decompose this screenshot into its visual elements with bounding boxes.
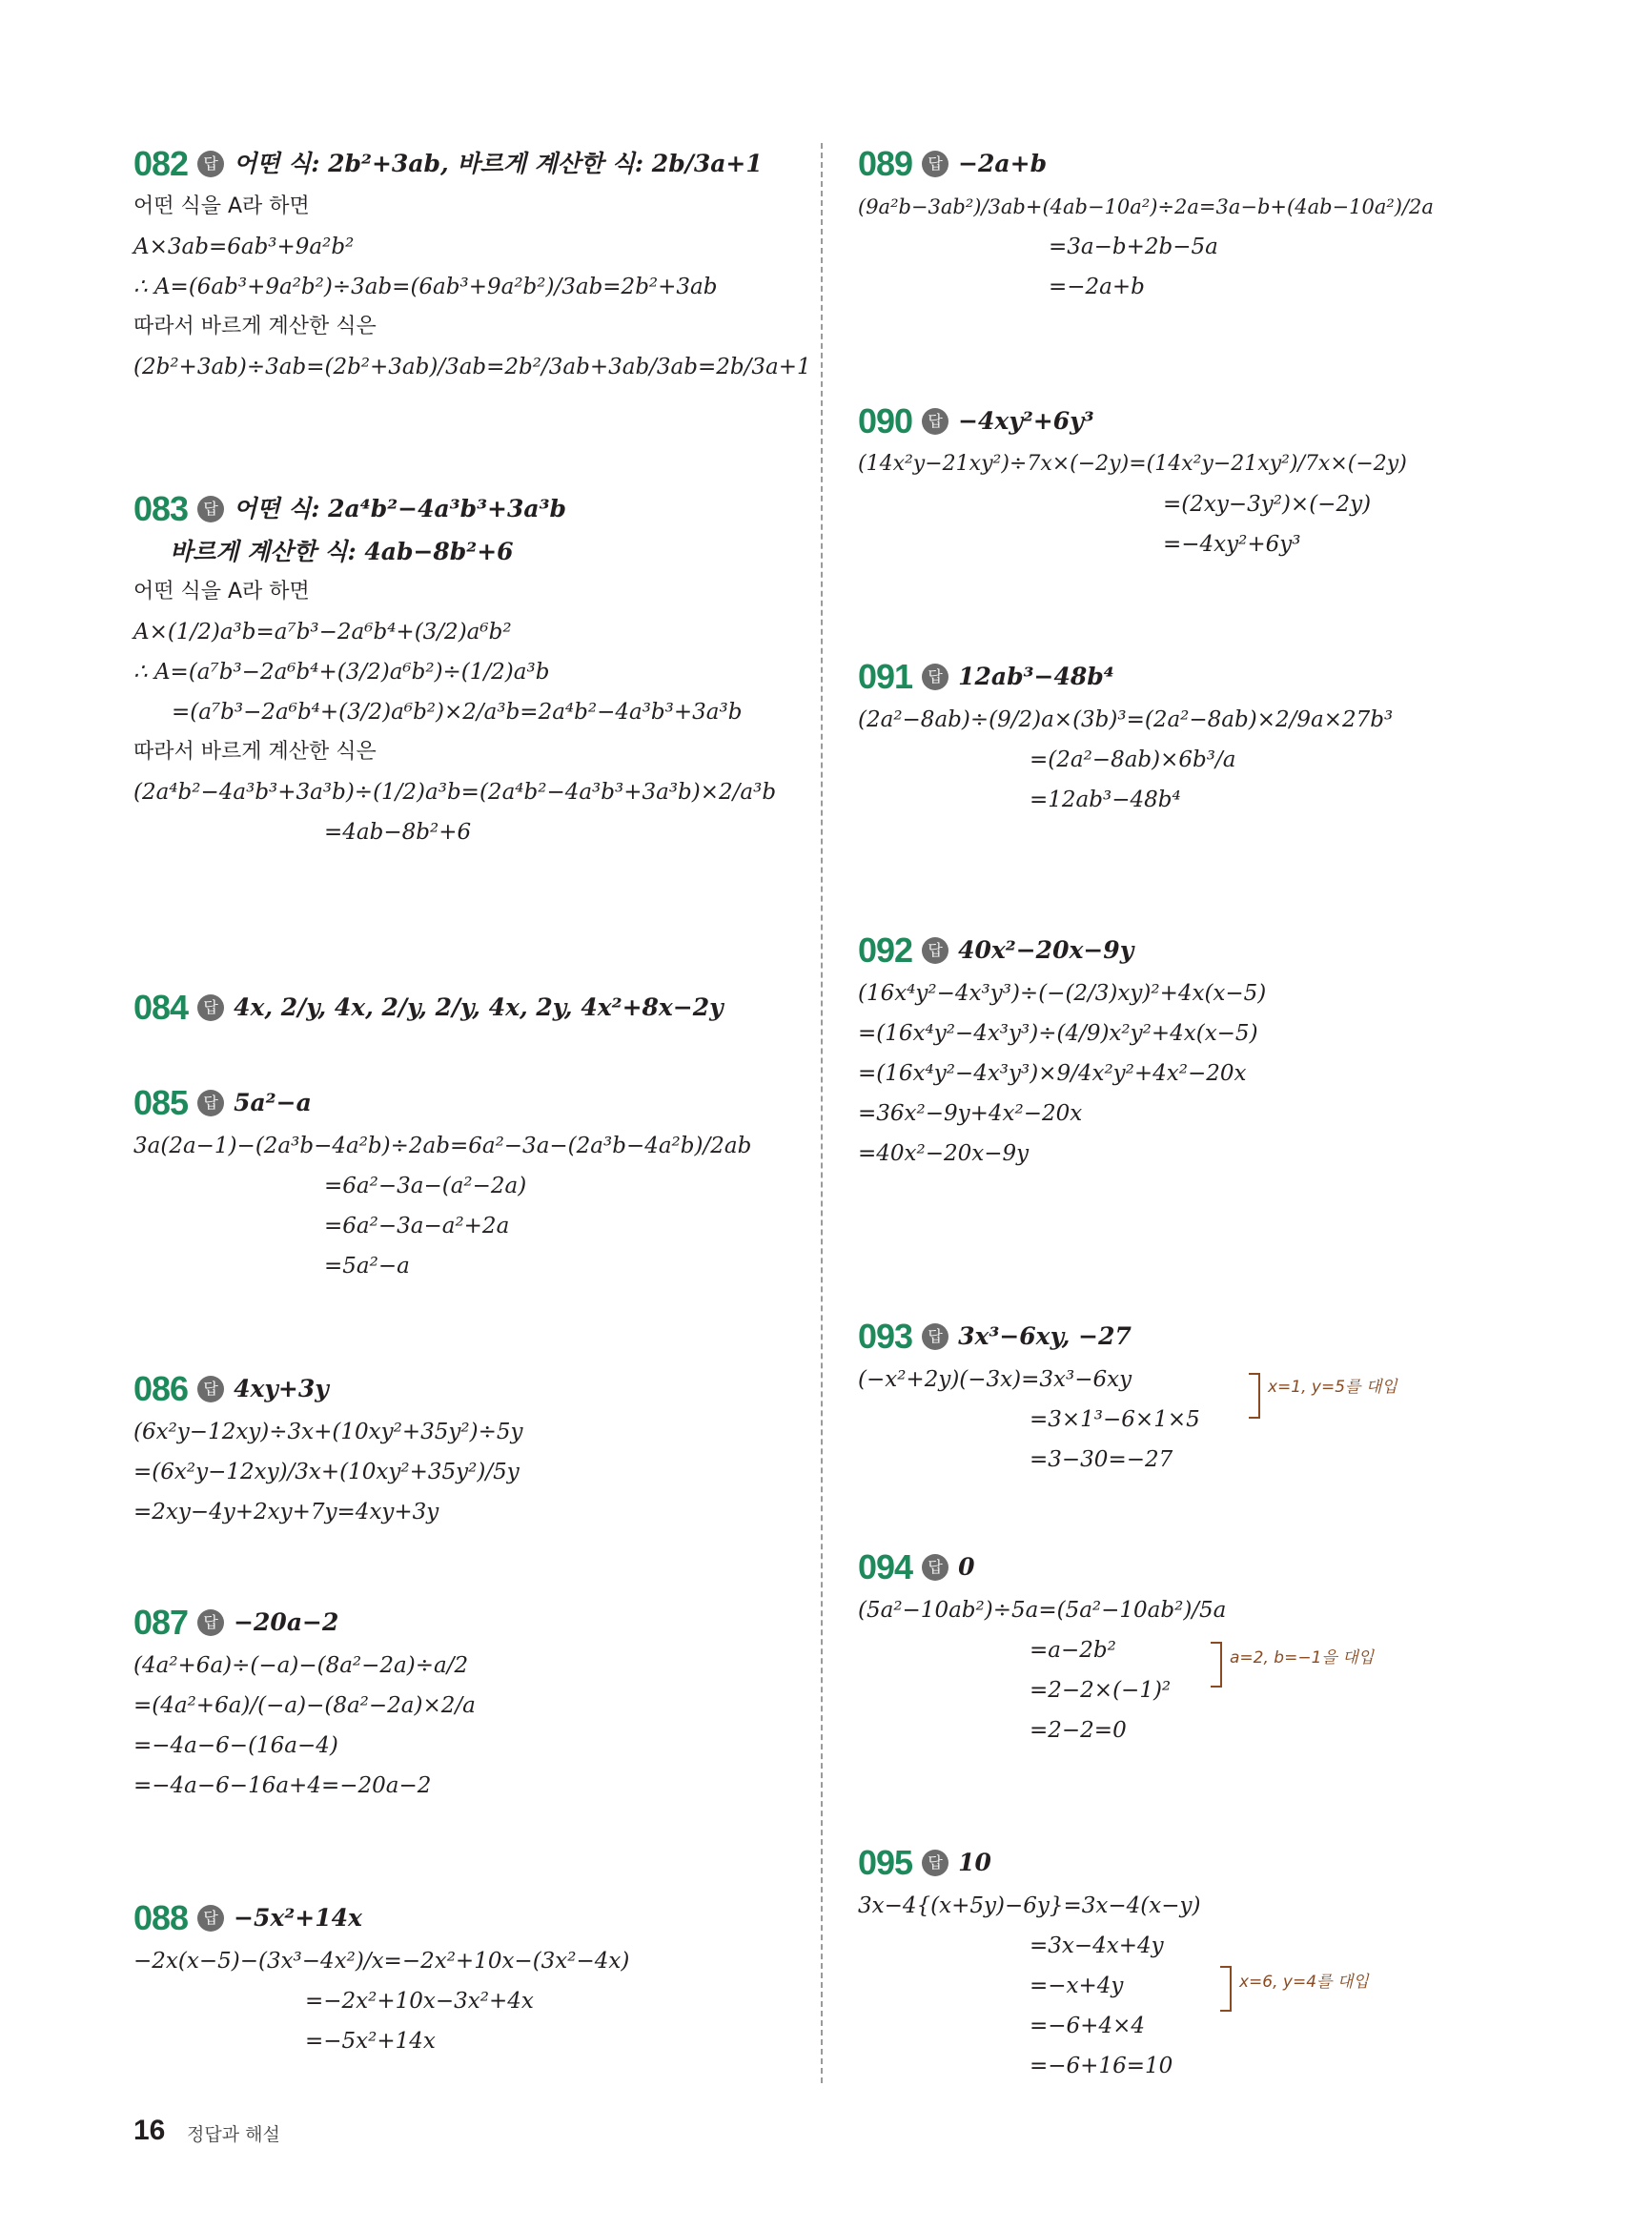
- substitution-bracket: [1249, 1373, 1260, 1419]
- answer-badge: 답: [922, 151, 948, 177]
- problem-number: 093: [858, 1317, 913, 1356]
- solution-line: =12ab³−48b⁴: [1030, 788, 1181, 812]
- solution-line: (2a²−8ab)÷(9/2)a×(3b)³=(2a²−8ab)×2/9a×27b³: [858, 707, 1394, 732]
- solution-line: (14x²y−21xy²)÷7x×(−2y)=(14x²y−21xy²)/7x×(−2y): [858, 452, 1407, 476]
- solution-line: ∴ A=(a⁷b³−2a⁶b⁴+(3/2)a⁶b²)÷(1/2)a³b: [133, 660, 550, 685]
- substitution-bracket: [1220, 1966, 1232, 2012]
- solution-line: =36x²−9y+4x²−20x: [858, 1101, 1083, 1126]
- problem-086: [133, 1368, 801, 1532]
- problem-084: [133, 987, 801, 1031]
- answer-badge: 답: [922, 1554, 948, 1581]
- problem-092: [858, 930, 1525, 1174]
- solution-line: =6a²−3a−a²+2a: [324, 1214, 510, 1238]
- answer-text: 40x²−20x−9y: [958, 936, 1134, 964]
- answer-text: −20a−2: [234, 1608, 339, 1636]
- solution-line: =3a−b+2b−5a: [1049, 235, 1218, 259]
- solution-line: =3−30=−27: [1030, 1447, 1173, 1472]
- answer-badge: 답: [197, 496, 224, 522]
- solution-line: ∴ A=(6ab³+9a²b²)÷3ab=(6ab³+9a²b²)/3ab=2b²+3ab: [133, 275, 718, 299]
- problem-number: 088: [133, 1898, 189, 1937]
- page-footer-label: 정답과 해설: [187, 2124, 280, 2145]
- solution-line: −2x(x−5)−(3x³−4x²)/x=−2x²+10x−(3x²−4x): [133, 1949, 630, 1974]
- solution-line: =(2xy−3y²)×(−2y): [1163, 492, 1372, 517]
- problem-number: 095: [858, 1843, 913, 1882]
- answer-text: 4xy+3y: [234, 1375, 329, 1402]
- answer-text: 3x³−6xy, −27: [958, 1322, 1132, 1350]
- solution-line: 어떤 식을 A라 하면: [133, 580, 310, 604]
- problem-087: [133, 1602, 801, 1806]
- solution-line: =2−2=0: [1030, 1718, 1127, 1743]
- answer-text: 5a²−a: [234, 1089, 312, 1116]
- solution-line: =−5x²+14x: [305, 2029, 436, 2054]
- problem-number: 094: [858, 1547, 913, 1586]
- solution-line: =3×1³−6×1×5: [1030, 1407, 1200, 1432]
- solution-line: =(6x²y−12xy)/3x+(10xy²+35y²)/5y: [133, 1460, 520, 1484]
- solution-line: =2xy−4y+2xy+7y=4xy+3y: [133, 1500, 439, 1524]
- problem-089: [858, 143, 1525, 307]
- solution-line: A×3ab=6ab³+9a²b²: [133, 235, 355, 259]
- problem-number: 084: [133, 988, 189, 1027]
- problem-085: [133, 1082, 801, 1286]
- solution-line: =6a²−3a−(a²−2a): [324, 1174, 527, 1198]
- solution-line: =−4a−6−(16a−4): [133, 1733, 338, 1758]
- answer-badge: 답: [197, 151, 224, 177]
- solution-line: (9a²b−3ab²)/3ab+(4ab−10a²)÷2a=3a−b+(4ab−10a²)/2a: [858, 195, 1434, 218]
- problem-082: [133, 143, 811, 387]
- solution-line: 따라서 바르게 계산한 식은: [133, 315, 377, 338]
- solution-line: =(16x⁴y²−4x³y³)×9/4x²y²+4x²−20x: [858, 1061, 1247, 1086]
- solution-line: =2−2×(−1)²: [1030, 1678, 1172, 1703]
- answer-badge: 답: [922, 1323, 948, 1350]
- solution-line: =−4a−6−16a+4=−20a−2: [133, 1773, 432, 1798]
- problem-number: 091: [858, 657, 913, 696]
- solution-line: =(4a²+6a)/(−a)−(8a²−2a)×2/a: [133, 1693, 476, 1718]
- solution-line: (4a²+6a)÷(−a)−(8a²−2a)÷a/2: [133, 1653, 469, 1678]
- problem-093: [858, 1316, 1525, 1480]
- solution-line: =a−2b²: [1030, 1638, 1116, 1663]
- substitution-note: a=2, b=−1을 대입: [1230, 1648, 1375, 1667]
- solution-line: (5a²−10ab²)÷5a=(5a²−10ab²)/5a: [858, 1598, 1227, 1623]
- problem-094: [858, 1546, 1525, 1750]
- problem-number: 092: [858, 931, 913, 970]
- solution-line: =−4xy²+6y³: [1163, 532, 1301, 557]
- problem-number: 090: [858, 401, 913, 440]
- problem-number: 083: [133, 489, 189, 528]
- substitution-note: x=6, y=4를 대입: [1239, 1973, 1369, 1992]
- solution-line: 따라서 바르게 계산한 식은: [133, 740, 377, 764]
- problem-091: [858, 656, 1525, 820]
- solution-line: (2b²+3ab)÷3ab=(2b²+3ab)/3ab=2b²/3ab+3ab/3ab=2b/3a+1: [133, 355, 811, 379]
- solution-line: =−x+4y: [1030, 1974, 1124, 1998]
- problem-number: 089: [858, 144, 913, 183]
- solution-line: =(a⁷b³−2a⁶b⁴+(3/2)a⁶b²)×2/a³b=2a⁴b²−4a³b³+3a³b: [172, 700, 743, 725]
- page-number: 16: [133, 2115, 166, 2146]
- problem-090: [858, 400, 1525, 564]
- solution-line: (−x²+2y)(−3x)=3x³−6xy: [858, 1367, 1132, 1392]
- answer-badge: 답: [197, 1090, 224, 1116]
- answer-badge: 답: [922, 937, 948, 964]
- answer-text: 어떤 식: 2b²+3ab, 바르게 계산한 식: 2b/3a+1: [234, 150, 763, 177]
- solution-line: (2a⁴b²−4a³b³+3a³b)÷(1/2)a³b=(2a⁴b²−4a³b³+3a³b)×2/a³b: [133, 780, 777, 805]
- answer-text: 0: [958, 1553, 975, 1581]
- answer-badge: 답: [197, 994, 224, 1021]
- problem-088: [133, 1897, 801, 2061]
- substitution-note: x=1, y=5를 대입: [1268, 1378, 1397, 1397]
- solution-line: =−6+16=10: [1030, 2054, 1173, 2078]
- answer-text: 어떤 식: 2a⁴b²−4a³b³+3a³b: [234, 495, 567, 522]
- problem-095: [858, 1842, 1525, 2086]
- solution-line: =(16x⁴y²−4x³y³)÷(4/9)x²y²+4x(x−5): [858, 1021, 1258, 1046]
- column-divider: [821, 143, 823, 2083]
- answer-text: 10: [958, 1849, 991, 1876]
- problem-number: 082: [133, 144, 189, 183]
- problem-083: [133, 488, 801, 852]
- solution-line: =−6+4×4: [1030, 2014, 1145, 2038]
- solution-line: =40x²−20x−9y: [858, 1141, 1030, 1166]
- answer-badge: 답: [922, 1850, 948, 1876]
- answer-text: 4x, 2/y, 4x, 2/y, 2/y, 4x, 2y, 4x²+8x−2y: [234, 993, 724, 1021]
- solution-line: =−2a+b: [1049, 275, 1145, 299]
- answer-badge: 답: [197, 1905, 224, 1932]
- answer-badge: 답: [197, 1609, 224, 1636]
- solution-line: (16x⁴y²−4x³y³)÷(−(2/3)xy)²+4x(x−5): [858, 981, 1267, 1006]
- solution-line: 어떤 식을 A라 하면: [133, 194, 310, 218]
- solution-line: 3a(2a−1)−(2a³b−4a²b)÷2ab=6a²−3a−(2a³b−4a²b)/2ab: [133, 1134, 752, 1158]
- solution-line: =−2x²+10x−3x²+4x: [305, 1989, 534, 2014]
- answer-badge: 답: [922, 664, 948, 690]
- answer-text: −5x²+14x: [234, 1904, 362, 1932]
- answer-badge: 답: [922, 408, 948, 435]
- answer-badge: 답: [197, 1376, 224, 1402]
- solution-line: =5a²−a: [324, 1254, 410, 1279]
- problem-number: 085: [133, 1083, 189, 1122]
- answer-text-2: 바르게 계산한 식: 4ab−8b²+6: [170, 538, 514, 565]
- answer-text: −2a+b: [958, 150, 1048, 177]
- solution-line: (6x²y−12xy)÷3x+(10xy²+35y²)÷5y: [133, 1420, 523, 1444]
- solution-line: A×(1/2)a³b=a⁷b³−2a⁶b⁴+(3/2)a⁶b²: [133, 620, 512, 644]
- solution-line: =4ab−8b²+6: [324, 820, 472, 845]
- solution-line: =(2a²−8ab)×6b³/a: [1030, 747, 1236, 772]
- problem-number: 087: [133, 1603, 189, 1642]
- problem-number: 086: [133, 1369, 189, 1408]
- solution-line: 3x−4{(x+5y)−6y}=3x−4(x−y): [858, 1893, 1201, 1918]
- answer-text: −4xy²+6y³: [958, 407, 1094, 435]
- solution-line: =3x−4x+4y: [1030, 1933, 1164, 1958]
- answer-text: 12ab³−48b⁴: [958, 663, 1114, 690]
- substitution-bracket: [1211, 1642, 1222, 1688]
